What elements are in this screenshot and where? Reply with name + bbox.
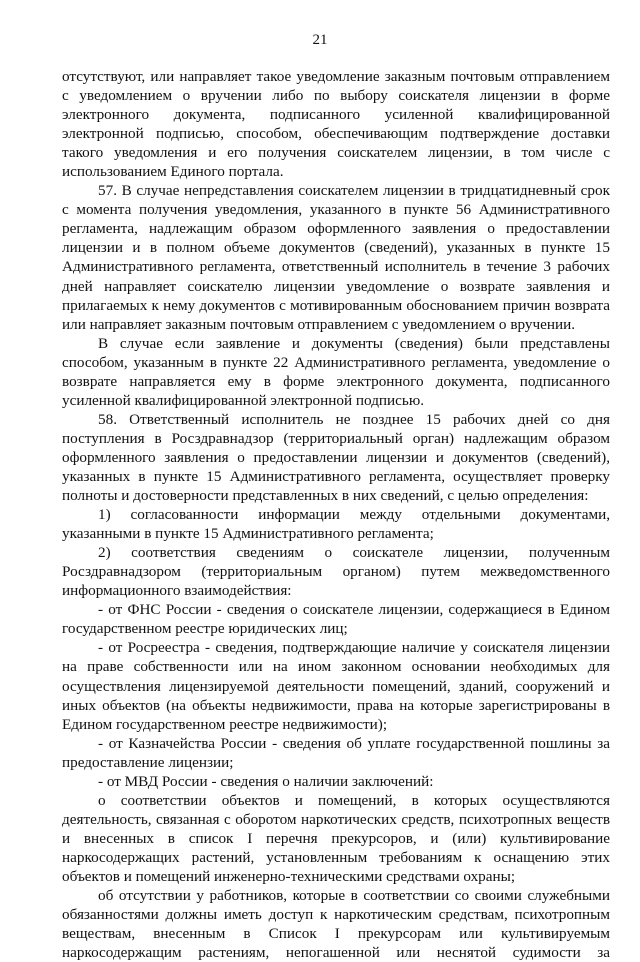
paragraph: о соответствии объектов и помещений, в которых осуществляются деятельность, связанная с оборотом наркотических средств, психотропных веществ и внесенных в список I перечня прекурсоров, и (или) культивирование наркосодержащих растений, установленным требованиям к оснащению этих объектов и помещений инженерно-техническими средствами охраны; (62, 791, 610, 885)
paragraph: 2) соответствия сведениям о соискателе лицензии, полученным Росздравнадзором (территориальным органом) путем межведомственного информационного взаимодействия: (62, 544, 610, 600)
paragraph: отсутствуют, или направляет такое уведомление заказным почтовым отправлением с уведомлением о вручении либо по выбору соискателя лицензии в форме электронного документа, подписанного усиленной квалифицированной электронной подписью, способом, обеспечивающим подтверждение доставки такого уведомления и его получения соискателем лицензии, в том числе с использованием Единого портала. (62, 68, 610, 181)
paragraph: - от Казначейства России - сведения об уплате государственной пошлины за предоставление лицензии; (62, 734, 610, 771)
paragraph: об отсутствии у работников, которые в соответствии со своими служебными обязанностями должны иметь доступ к наркотическим средствам, психотропным веществам, внесенным в Список I прекурсорам или культивируемым наркосодержащим растениям, непогашенной или неснятой судимости за (62, 887, 610, 962)
paragraph: 58. Ответственный исполнитель не позднее 15 рабочих дней со дня поступления в Росздравнадзор (территориальный орган) надлежащим образом оформленного заявления о предоставлении лицензии и документов (сведений), указанных в пункте 15 Административного регламента, осуществляет проверку полноты и достоверности представленных в них сведений, с целью определения: (62, 410, 610, 505)
page-number: 21 (312, 32, 328, 48)
paragraph: - от МВД России - сведения о наличии заключений: (98, 772, 434, 790)
paragraph: - от Росреестра - сведения, подтверждающие наличие у соискателя лицензии на праве собственности или на ином законном основании необходимых для осуществления лицензируемой деятельности помещений, зданий, сооружений и иных объектов (на объекты недвижимости, права на которые зарегистрированы в Едином государственном реестре недвижимости); (62, 639, 610, 733)
paragraph: 1) согласованности информации между отдельными документами, указанными в пункте 15 Административного регламента; (62, 506, 610, 543)
paragraph: 57. В случае непредставления соискателем лицензии в тридцатидневный срок с момента получения уведомления, указанного в пункте 56 Административного регламента, надлежащим образом оформленного заявления о предоставлении лицензии и в полном объеме документов (сведений), указанных в пункте 15 Административного регламента, ответственный исполнитель в течение 3 рабочих дней направляет соискателю лицензии уведомление о возврате заявления и прилагаемых к нему документов с мотивированным обоснованием причин возврата или направляет заказным почтовым отправлением с уведомлением о вручении. (62, 182, 610, 333)
document-body (62, 67, 610, 962)
paragraph: В случае если заявление и документы (сведения) были представлены способом, указанным в пункте 22 Административного регламента, уведомление о возврате направляется ему в форме электронного документа, подписанного усиленной квалифицированной электронной подписью. (62, 334, 610, 409)
paragraph: - от ФНС России - сведения о соискателе лицензии, содержащиеся в Едином государственном реестре юридических лиц; (62, 601, 610, 638)
